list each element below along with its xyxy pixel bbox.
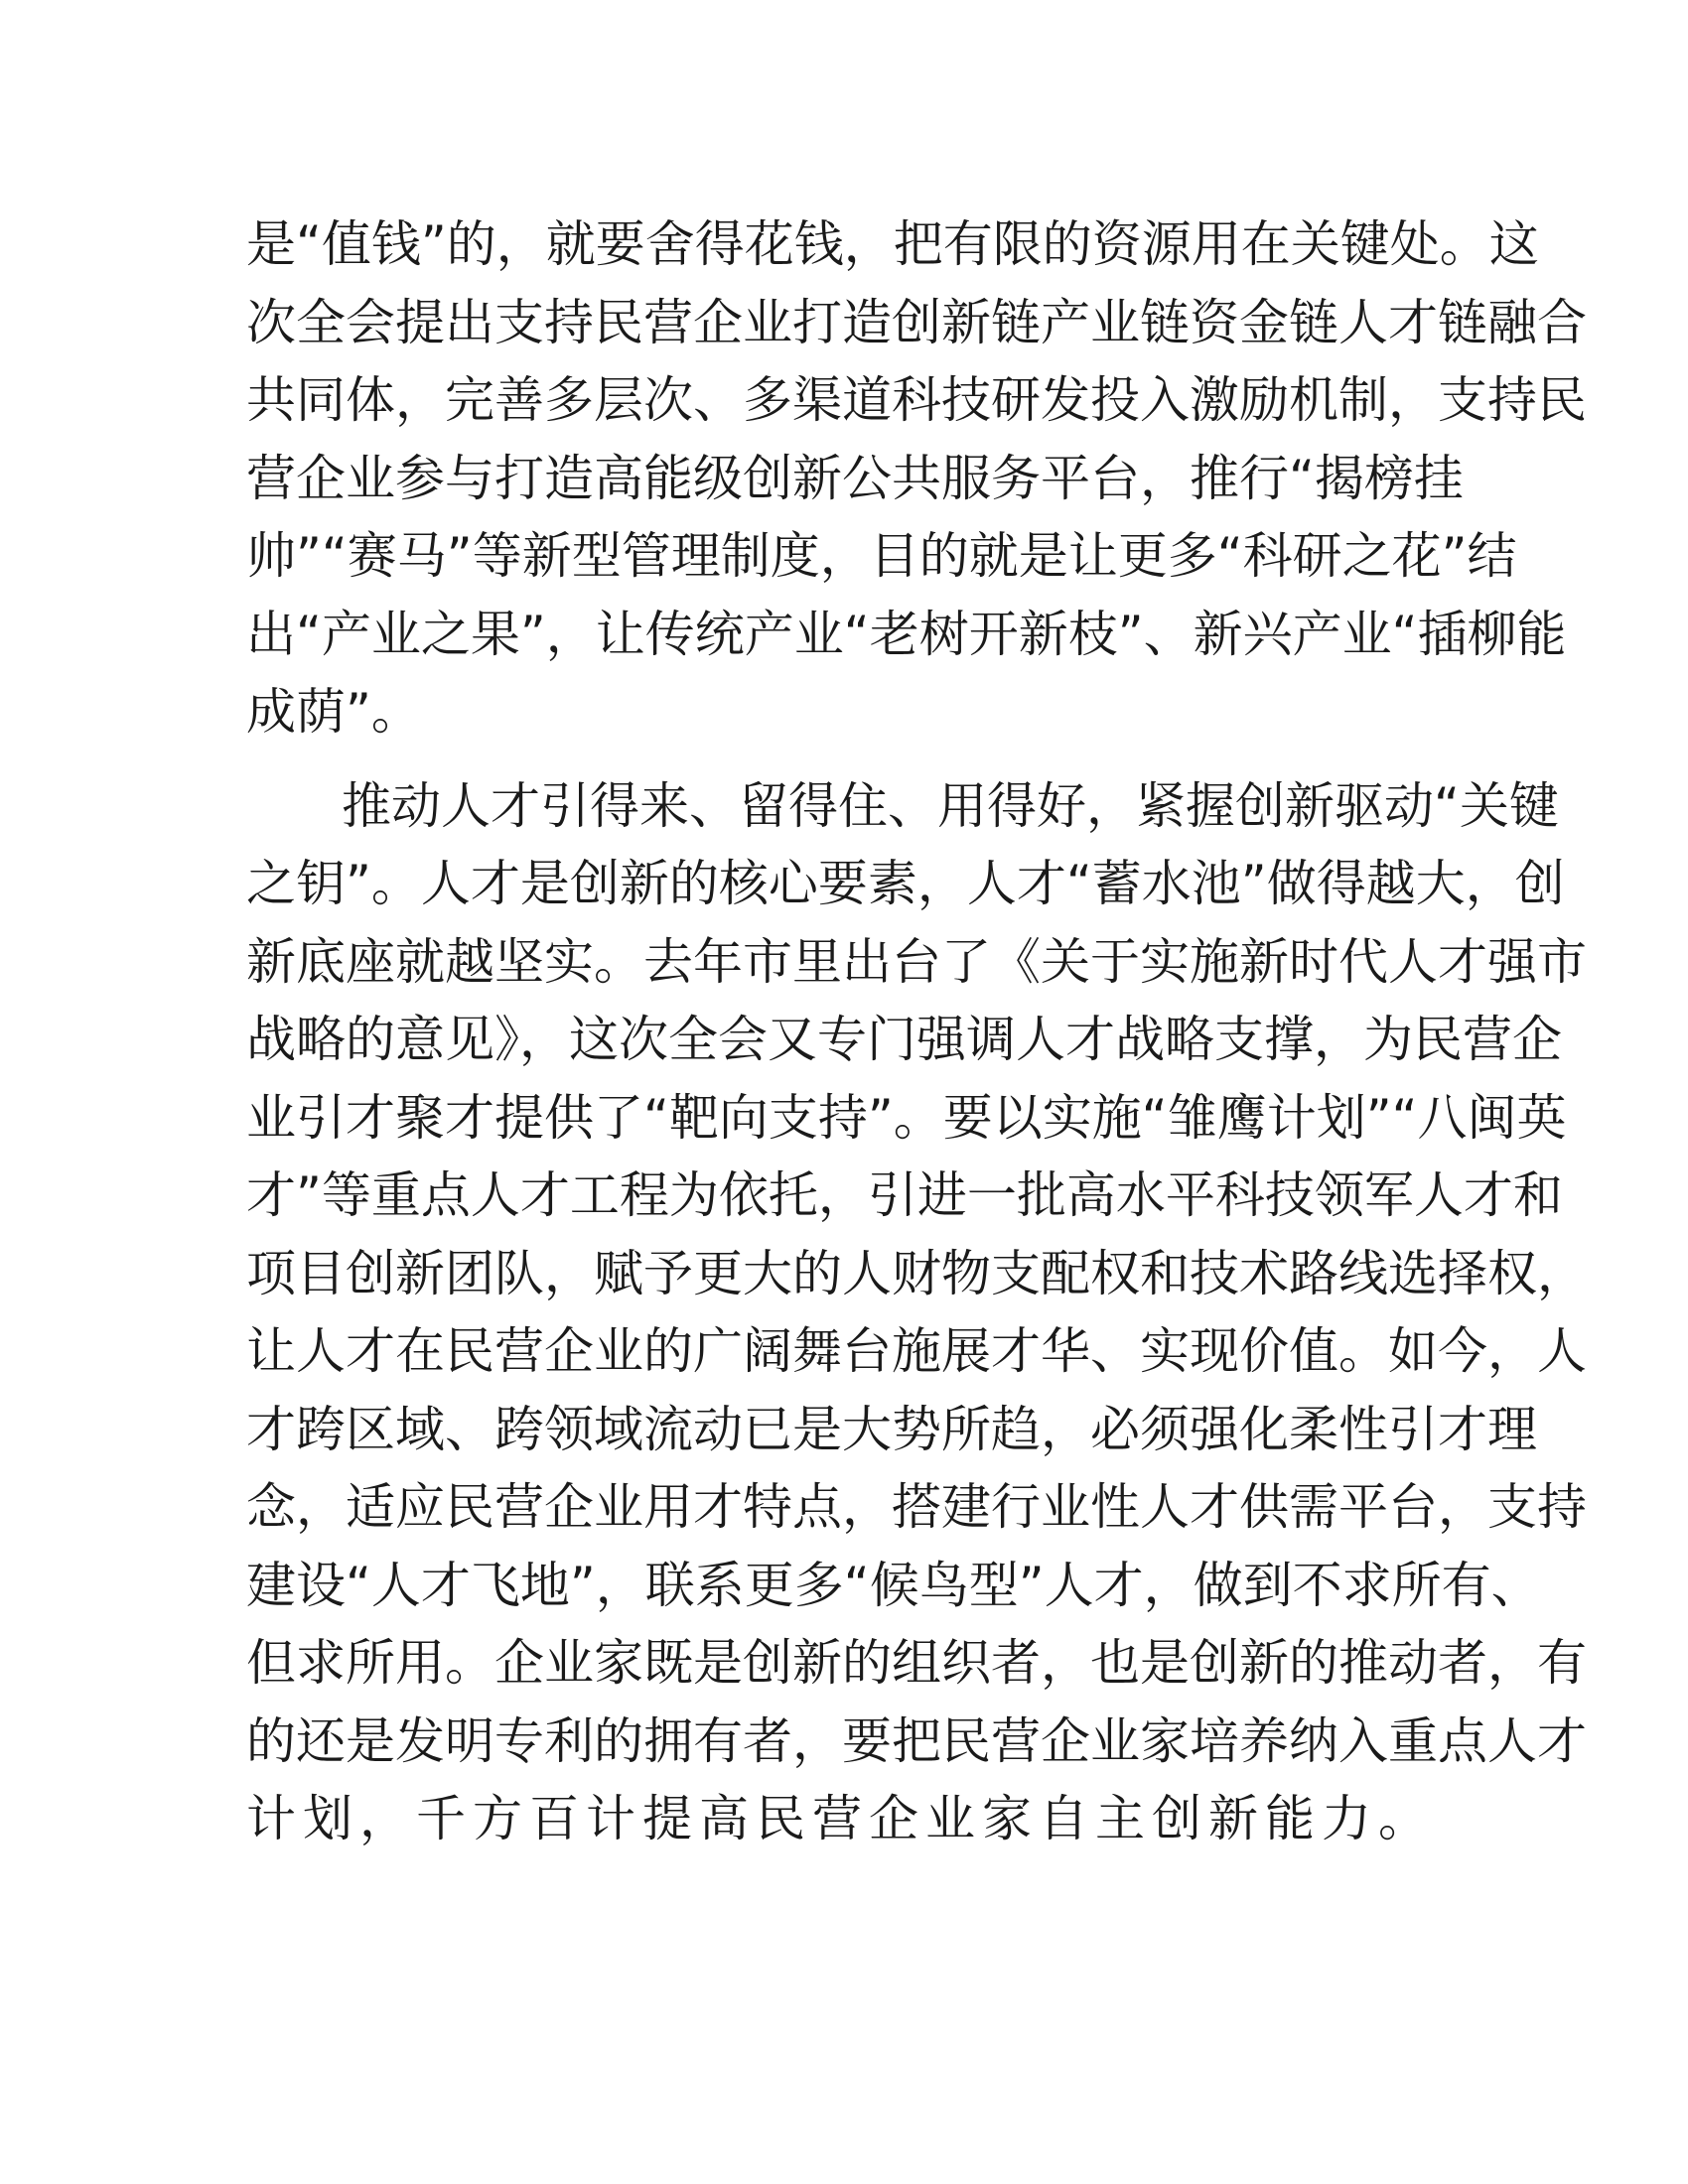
text-line: 出“产业之果”，让传统产业“老树开新枝”、新兴产业“插柳能 <box>246 605 1567 663</box>
text-line <box>246 1858 1428 1937</box>
text-line: 但求所用。企业家既是创新的组织者，也是创新的推动者，有 <box>246 1634 1587 1692</box>
text-line: 营企业参与打造高能级创新公共服务平台，推行“揭榜挂 <box>246 449 1464 507</box>
text-line: 次全会提出支持民营企业打造创新链产业链资金链人才链融合 <box>246 293 1587 351</box>
text-line: 战略的意见》，这次全会又专门强调人才战略支撑，为民营企 <box>246 1011 1562 1068</box>
text-line: 帅”“赛马”等新型管理制度，目的就是让更多“科研之花”结 <box>246 527 1517 585</box>
text-line: 是“值钱”的，就要舍得花钱，把有限的资源用在关键处。这 <box>246 215 1539 273</box>
text-line: 的还是发明专利的拥有者，要把民营企业家培养纳入重点人才 <box>246 1711 1587 1770</box>
paragraph-1 <box>246 205 1587 751</box>
text-line: 之钥”。人才是创新的核心要素，人才“蓄水池”做得越大，创 <box>246 855 1565 912</box>
text-line: 新底座就越坚实。去年市里出台了《关于实施新时代人才强市 <box>246 932 1587 991</box>
text-line: 让人才在民营企业的广阔舞台施展才华、实现价值。如今，人 <box>246 1322 1587 1380</box>
paragraph-spacer <box>246 751 1428 767</box>
text-line: 项目创新团队，赋予更大的人财物支配权和技术路线选择权， <box>246 1244 1587 1302</box>
text-line: 成荫”。 <box>246 683 421 741</box>
text-line: 才跨区域、跨领域流动已是大势所趋，必须强化柔性引才理 <box>246 1400 1537 1458</box>
text-line: 业引才聚才提供了“靶向支持”。要以实施“雏鹰计划”“八闽英 <box>246 1088 1567 1147</box>
text-line: 计划，千方百计提高民营企业家自主创新能力。 <box>246 1790 1428 1847</box>
body-text <box>246 205 1587 1936</box>
text-line: 建设“人才飞地”，联系更多“候鸟型”人才，做到不求所有、 <box>246 1556 1541 1614</box>
text-line: 才”等重点人才工程为依托，引进一批高水平科技领军人才和 <box>246 1166 1563 1224</box>
paragraph-2 <box>246 767 1587 1937</box>
text-line: 念，适应民营企业用才特点，搭建行业性人才供需平台，支持 <box>246 1478 1587 1536</box>
text-line: 共同体，完善多层次、多渠道科技研发投入激励机制，支持民 <box>246 371 1587 429</box>
text-line: 推动人才引得来、留得住、用得好，紧握创新驱动“关键 <box>342 776 1559 835</box>
